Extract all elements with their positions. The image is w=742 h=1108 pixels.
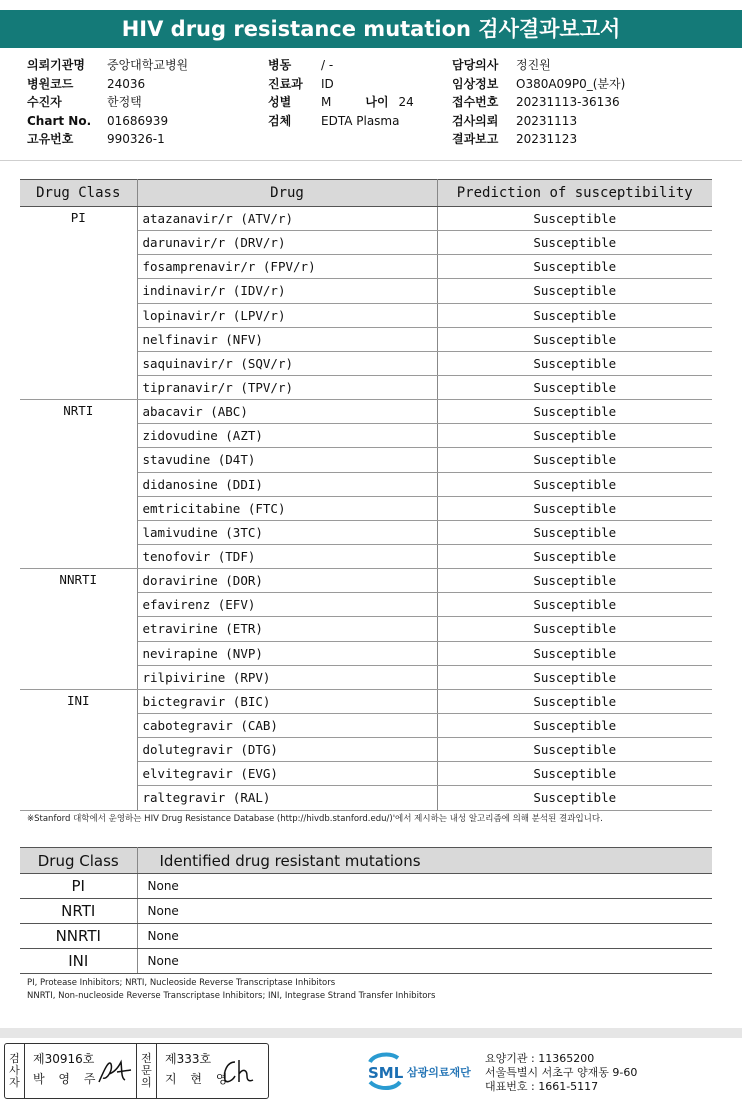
header-drug-class: Drug Class (20, 848, 137, 874)
info-label: 병원코드 (27, 76, 74, 91)
info-label: 진료과 (268, 76, 303, 91)
info-column-1 (27, 56, 188, 149)
abbreviations (27, 977, 727, 1003)
prediction-cell: Susceptible (437, 641, 712, 665)
prediction-cell: Susceptible (437, 472, 712, 496)
info-row (27, 130, 188, 149)
table-row (20, 689, 712, 713)
table-row (20, 899, 712, 924)
footer-divider (0, 1028, 742, 1038)
info-row (27, 112, 188, 131)
info-value: 20231123 (516, 132, 578, 146)
info-value: / - (321, 58, 334, 72)
info-value: 24036 (107, 76, 146, 91)
drug-name-cell: atazanavir/r (ATV/r) (137, 207, 437, 231)
prediction-cell: Susceptible (437, 569, 712, 593)
info-row (268, 93, 414, 112)
prediction-cell: Susceptible (437, 327, 712, 351)
info-value: O380A09P0_(분자) (516, 76, 626, 91)
info-label: 담당의사 (452, 58, 499, 72)
prediction-cell: Susceptible (437, 400, 712, 424)
info-label: 병동 (268, 58, 292, 72)
prediction-cell: Susceptible (437, 448, 712, 472)
table-row (20, 400, 712, 424)
drug-susceptibility-table (20, 179, 712, 811)
table-row (20, 207, 712, 231)
drug-name-cell: tenofovir (TDF) (137, 544, 437, 568)
prediction-cell: Susceptible (437, 689, 712, 713)
logo-name: 삼광의료재단 (407, 1066, 471, 1079)
tester-name: 박 영 주 (33, 1072, 101, 1086)
info-value: 990326-1 (107, 132, 165, 146)
drug-name-cell: zidovudine (AZT) (137, 424, 437, 448)
prediction-cell: Susceptible (437, 231, 712, 255)
info-label: 검사의뢰 (452, 113, 499, 128)
tester-signature (25, 1044, 136, 1098)
info-row (268, 56, 414, 75)
prediction-cell: Susceptible (437, 496, 712, 520)
drug-name-cell: saquinavir/r (SQV/r) (137, 351, 437, 375)
drug-name-cell: bictegravir (BIC) (137, 689, 437, 713)
table-row (20, 569, 712, 593)
stanford-note: ※Stanford 대학에서 운영하는 HIV Drug Resistance Database (http://hivdb.stanford.edu/)'에서 제시하는 내성 알고리즘에 의해 분석된 결과입니다. (27, 814, 603, 824)
prediction-cell: Susceptible (437, 544, 712, 568)
label-char: 의 (141, 1076, 152, 1089)
drug-name-cell: fosamprenavir/r (FPV/r) (137, 255, 437, 279)
table-row (20, 949, 712, 974)
table-row (20, 924, 712, 949)
info-column-3 (452, 56, 625, 149)
label-char: 문 (141, 1064, 152, 1077)
drug-name-cell: nelfinavir (NFV) (137, 327, 437, 351)
info-column-2 (268, 56, 414, 130)
header-drug: Drug (137, 180, 437, 207)
specialist-handwritten-signature (219, 1056, 259, 1086)
header-prediction: Prediction of susceptibility (437, 180, 712, 207)
info-value: 01686939 (107, 113, 169, 128)
header-drug-class: Drug Class (20, 180, 137, 207)
drug-name-cell: darunavir/r (DRV/r) (137, 231, 437, 255)
prediction-cell: Susceptible (437, 424, 712, 448)
prediction-cell: Susceptible (437, 665, 712, 689)
info-label: 임상정보 (452, 76, 499, 91)
info-value: 20231113-36136 (516, 95, 620, 109)
info-label: 검체 (268, 113, 292, 128)
drug-name-cell: elvitegravir (EVG) (137, 762, 437, 786)
info-row (268, 75, 414, 94)
mutation-cell: None (137, 949, 712, 974)
info-row (452, 56, 625, 75)
tester-handwritten-signature (95, 1058, 135, 1086)
prediction-cell: Susceptible (437, 375, 712, 399)
drug-name-cell: rilpivirine (RPV) (137, 665, 437, 689)
drug-class-cell: NNRTI (20, 569, 137, 690)
report-title: HIV drug resistance mutation 검사결과보고서 (0, 10, 742, 48)
prediction-cell: Susceptible (437, 279, 712, 303)
drug-name-cell: etravirine (ETR) (137, 617, 437, 641)
info-value: 20231113 (516, 113, 578, 128)
mutation-cell: None (137, 924, 712, 949)
lab-address (485, 1052, 637, 1094)
specialist-signature (157, 1044, 268, 1098)
info-value: 정진원 (516, 58, 551, 72)
age-value: 24 (398, 95, 414, 109)
signature-box (4, 1043, 269, 1099)
mutation-cell: None (137, 899, 712, 924)
info-row (268, 112, 414, 131)
info-value: EDTA Plasma (321, 113, 400, 128)
info-label: Chart No. (27, 113, 92, 128)
info-row (452, 93, 625, 112)
prediction-cell: Susceptible (437, 786, 712, 810)
tester-license-number: 제30916호 (33, 1052, 95, 1066)
abbreviation-line: NNRTI, Non-nucleoside Reverse Transcriptase Inhibitors; INI, Integrase Strand Transfer Inhibitors (27, 991, 436, 1001)
drug-name-cell: didanosine (DDI) (137, 472, 437, 496)
info-label: 수진자 (27, 95, 62, 109)
info-label: 의뢰기관명 (27, 58, 85, 72)
resistant-mutation-table (20, 847, 712, 974)
drug-name-cell: emtricitabine (FTC) (137, 496, 437, 520)
info-label: 고유번호 (27, 132, 74, 146)
drug-name-cell: nevirapine (NVP) (137, 641, 437, 665)
prediction-cell: Susceptible (437, 713, 712, 737)
age-label: 나이 (365, 95, 389, 109)
label-char: 전 (141, 1052, 152, 1065)
address-line: 대표번호 : 1661-5117 (485, 1080, 599, 1093)
prediction-cell: Susceptible (437, 520, 712, 544)
drug-name-cell: dolutegravir (DTG) (137, 738, 437, 762)
drug-class-cell: NNRTI (20, 924, 137, 949)
prediction-cell: Susceptible (437, 207, 712, 231)
label-char: 검 (9, 1052, 20, 1065)
prediction-cell: Susceptible (437, 351, 712, 375)
logo-mark: SML (368, 1064, 404, 1082)
info-value: 중앙대학교병원 (107, 58, 189, 72)
drug-name-cell: lopinavir/r (LPV/r) (137, 303, 437, 327)
prediction-cell: Susceptible (437, 738, 712, 762)
info-row (452, 75, 625, 94)
info-value: ID (321, 76, 334, 91)
drug-class-cell: PI (20, 874, 137, 899)
drug-name-cell: stavudine (D4T) (137, 448, 437, 472)
address-line: 요양기관 : 11365200 (485, 1052, 595, 1065)
info-row (27, 93, 188, 112)
prediction-cell: Susceptible (437, 255, 712, 279)
tester-label (5, 1044, 25, 1098)
address-line: 서울특별시 서초구 양재동 9-60 (485, 1066, 638, 1079)
drug-name-cell: raltegravir (RAL) (137, 786, 437, 810)
info-value: M (321, 95, 332, 109)
specialist-license-number: 제333호 (165, 1052, 212, 1066)
drug-name-cell: efavirenz (EFV) (137, 593, 437, 617)
drug-name-cell: indinavir/r (IDV/r) (137, 279, 437, 303)
prediction-cell: Susceptible (437, 303, 712, 327)
drug-class-cell: PI (20, 207, 137, 400)
abbreviation-line: PI, Protease Inhibitors; NRTI, Nucleoside Reverse Transcriptase Inhibitors (27, 978, 336, 988)
label-char: 사 (9, 1064, 20, 1077)
prediction-cell: Susceptible (437, 593, 712, 617)
drug-name-cell: cabotegravir (CAB) (137, 713, 437, 737)
table-row (20, 874, 712, 899)
info-label: 접수번호 (452, 95, 499, 109)
info-row (452, 130, 625, 149)
info-row (27, 75, 188, 94)
label-char: 자 (9, 1076, 20, 1089)
drug-class-cell: INI (20, 949, 137, 974)
info-value: 한정택 (107, 95, 142, 109)
info-row (27, 56, 188, 75)
info-label: 결과보고 (452, 132, 499, 146)
specialist-name: 지 현 영 (165, 1072, 233, 1086)
drug-name-cell: doravirine (DOR) (137, 569, 437, 593)
drug-class-cell: NRTI (20, 899, 137, 924)
prediction-cell: Susceptible (437, 762, 712, 786)
specialist-label (137, 1044, 157, 1098)
drug-class-cell: NRTI (20, 400, 137, 569)
info-label: 성별 (268, 95, 292, 109)
header-mutations: Identified drug resistant mutations (137, 848, 712, 874)
drug-class-cell: INI (20, 689, 137, 810)
mutation-cell: None (137, 874, 712, 899)
info-row (452, 112, 625, 131)
drug-name-cell: tipranavir/r (TPV/r) (137, 375, 437, 399)
drug-name-cell: lamivudine (3TC) (137, 520, 437, 544)
prediction-cell: Susceptible (437, 617, 712, 641)
drug-name-cell: abacavir (ABC) (137, 400, 437, 424)
divider (0, 160, 742, 161)
